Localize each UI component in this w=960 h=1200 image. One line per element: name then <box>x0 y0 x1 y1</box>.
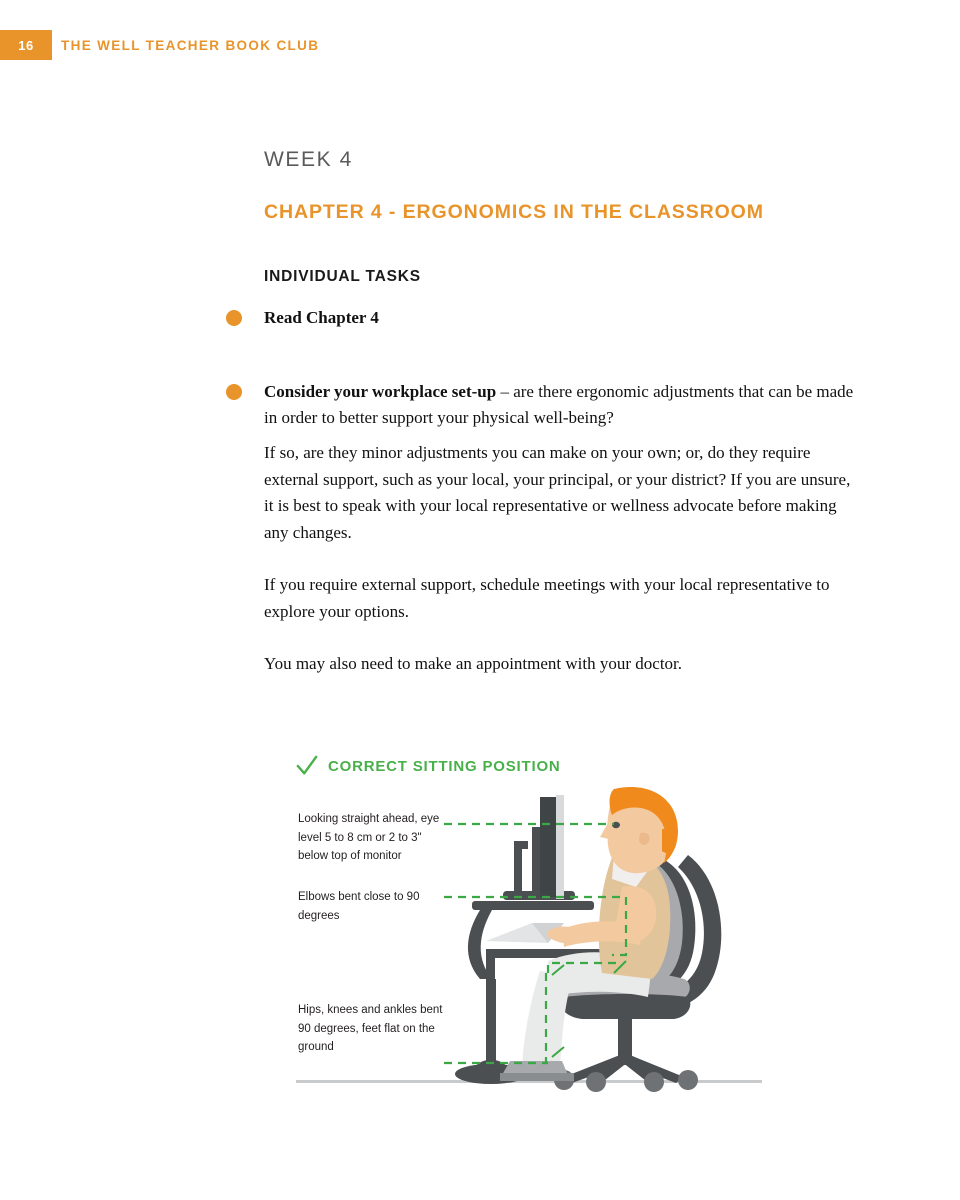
task-text <box>264 305 864 331</box>
monitor-graphic <box>503 795 575 900</box>
task-rest: – are there ergonomic adjustments that can be made in order to better support your physical well-being? <box>264 382 854 427</box>
figure-caption <box>296 755 561 777</box>
check-icon <box>296 755 318 777</box>
body-paragraphs <box>264 440 856 678</box>
book-title: THE WELL TEACHER BOOK CLUB <box>61 37 320 53</box>
paragraph: You may also need to make an appointment with your doctor. <box>264 654 683 673</box>
annotation-elbows: Elbows bent close to 90 degrees <box>298 891 420 922</box>
week-title: WEEK 4 <box>264 148 353 172</box>
section-title: INDIVIDUAL TASKS <box>264 267 421 285</box>
bullet-icon <box>226 310 242 326</box>
list-item <box>264 379 864 431</box>
individual-tasks-list <box>264 305 864 431</box>
page-header <box>0 30 960 60</box>
chapter-title: CHAPTER 4 - ERGONOMICS IN THE CLASSROOM <box>264 201 764 224</box>
ergonomics-figure <box>296 755 766 1095</box>
annotation-eye-level: Looking straight ahead, eye level 5 to 8 cm or 2 to 3" below top of monitor <box>298 813 440 862</box>
page-number-badge <box>0 30 52 60</box>
task-lead: Read Chapter 4 <box>264 308 379 327</box>
task-lead: Consider your workplace set-up <box>264 382 497 401</box>
sitting-position-illustration <box>296 783 766 1095</box>
annotation-hips: Hips, knees and ankles bent 90 degrees, feet flat on the ground <box>298 1004 443 1053</box>
task-text <box>264 379 864 431</box>
bullet-icon <box>226 384 242 400</box>
list-item <box>264 305 864 331</box>
paragraph: If so, are they minor adjustments you can make on your own; or, do they require external support, such as your local, your principal, or your district? If you are unsure, it is best to speak with your local representative or wellness advocate before making any changes. <box>264 443 851 542</box>
figure-caption-label: CORRECT SITTING POSITION <box>328 757 561 775</box>
page-number: 16 <box>18 37 34 53</box>
paragraph: If you require external support, schedule meetings with your local representative to explore your options. <box>264 575 830 621</box>
